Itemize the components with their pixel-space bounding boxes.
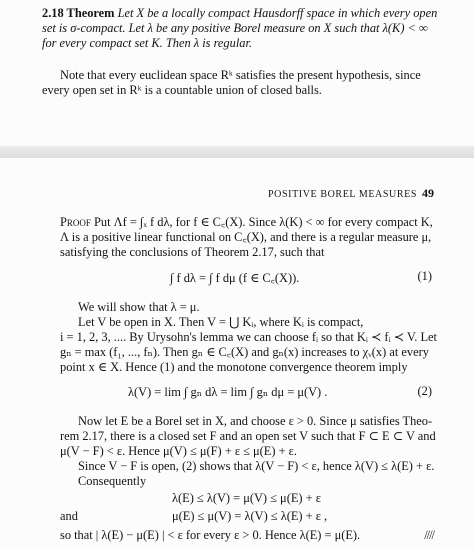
para2-line-1: We will show that λ = μ.: [78, 300, 200, 314]
para3-line-2: rem 2.17, there is a closed set F and an open set V such that F ⊂ E ⊂ V and: [60, 429, 436, 443]
equation-3-and: and: [60, 509, 78, 523]
running-header-title: POSITIVE BOREL MEASURES: [268, 189, 417, 200]
para3-line-3: μ(V − F) < ε. Hence μ(V) ≤ μ(F) + ε ≤ μ(E) + ε.: [60, 444, 297, 458]
equation-1-number: (1): [417, 269, 432, 283]
proof-line-2: Λ is a positive linear functional on C꜀(X), and there is a regular measure μ,: [60, 230, 432, 244]
theorem-text-1: Let X be a locally compact Hausdorff space in which every open: [117, 6, 438, 20]
para3-line-1: Now let E be a Borel set in X, and choose ε > 0. Since μ satisfies Theo-: [78, 414, 433, 428]
para2-line-3: i = 1, 2, 3, .... By Urysohn's lemma we can choose fᵢ so that Kᵢ ≺ fᵢ ≺ V. Let: [60, 330, 437, 344]
para2-line-5: point x ∈ X. Hence (1) and the monotone convergence theorem imply: [60, 360, 408, 374]
conclusion-line: so that | λ(E) − μ(E) | < ε for every ε > 0. Hence λ(E) = μ(E).: [60, 528, 361, 542]
page-number: 49: [422, 186, 434, 200]
theorem-line-2: set is σ-compact. Let λ be any positive Borel measure on X such that λ(K) < ∞: [42, 21, 428, 35]
page-49: [0, 158, 474, 550]
proof-label: Proof: [60, 215, 91, 229]
theorem-label: 2.18 Theorem: [42, 6, 115, 20]
proof-text-1: Put Λf = ∫ₓ f dλ, for f ∈ C꜀(X). Since λ(K) < ∞ for every compact K,: [94, 215, 433, 229]
equation-3-line-1: λ(E) ≤ λ(V) = μ(V) ≤ μ(E) + ε: [172, 491, 321, 505]
para2-line-2: Let V be open in X. Then V = ⋃ Kᵢ, where Kᵢ is compact,: [78, 315, 364, 329]
theorem-line-3: for every compact set K. Then λ is regular.: [42, 36, 253, 50]
remark-line-1: Note that every euclidean space Rᵏ satisfies the present hypothesis, since: [60, 68, 421, 82]
remark-line-2: every open set in Rᵏ is a countable union of closed balls.: [42, 83, 322, 97]
equation-3-line-2: μ(E) ≤ μ(V) = λ(V) ≤ λ(E) + ε ,: [172, 509, 328, 523]
para3-line-4: Since V − F is open, (2) shows that λ(V − F) < ε, hence λ(V) ≤ λ(E) + ε.: [78, 459, 435, 473]
qed-mark: ////: [424, 528, 434, 542]
para2-line-4: gₙ = max (f₁, ..., fₙ). Then gₙ ∈ C꜀(X) and gₙ(x) increases to χᵥ(x) at every: [60, 345, 429, 359]
proof-line-3: satisfying the conclusions of Theorem 2.17, such that: [60, 245, 325, 259]
equation-1: ∫ f dλ = ∫ f dμ (f ∈ C꜀(X)).: [170, 271, 300, 285]
proof-line-1: [60, 215, 433, 230]
theorem-line-1: [42, 6, 437, 21]
running-header: [268, 186, 434, 201]
para3-line-5: Consequently: [78, 474, 147, 488]
page-gap: [0, 146, 474, 158]
equation-2: λ(V) = lim ∫ gₙ dλ = lim ∫ gₙ dμ = μ(V) .: [128, 385, 328, 399]
previous-page-fragment: [0, 0, 474, 146]
equation-2-number: (2): [417, 384, 432, 398]
